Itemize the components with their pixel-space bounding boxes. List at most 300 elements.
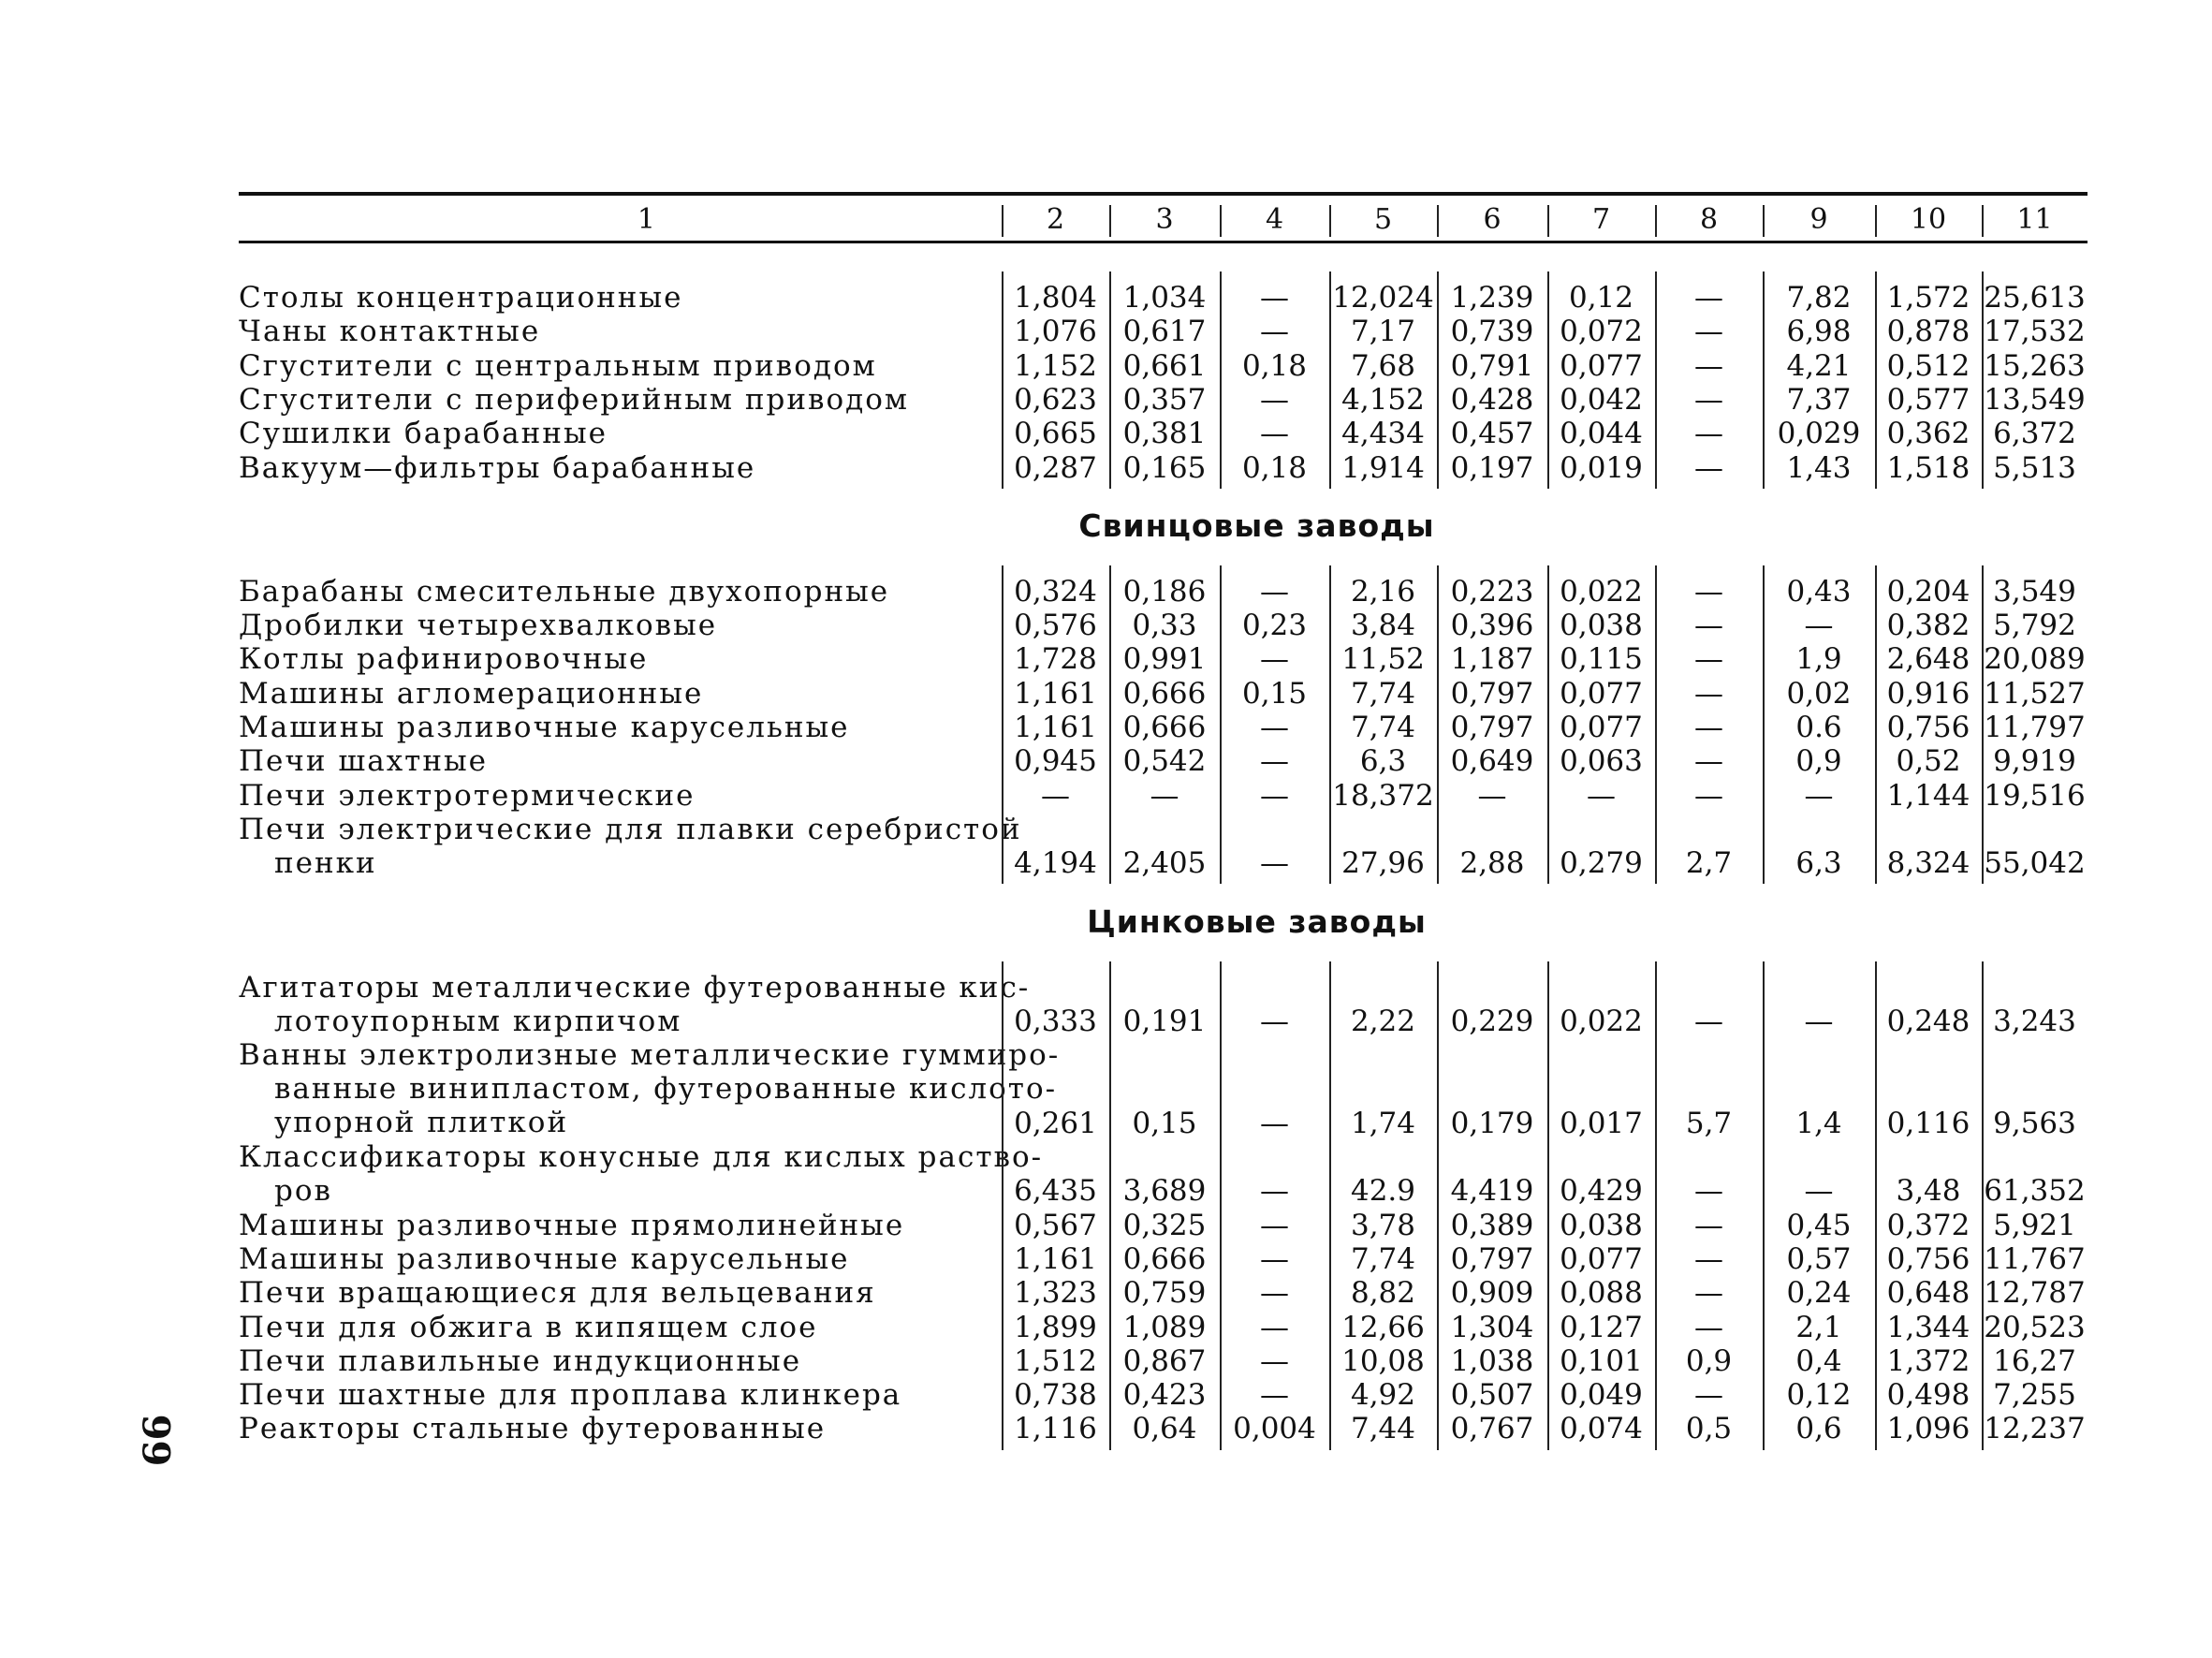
row-label xyxy=(239,1209,1002,1242)
column-header-4: 4 xyxy=(1265,203,1284,236)
table-row xyxy=(239,642,2087,676)
table-row xyxy=(239,383,2087,417)
cell-col-5: 8,82 xyxy=(1350,1276,1416,1311)
cell-col-8: 0,5 xyxy=(1685,1412,1733,1446)
cell-col-2: 0,324 xyxy=(1014,574,1097,609)
cell-col-2: 1,728 xyxy=(1014,642,1097,677)
cell-col-3: 0,617 xyxy=(1122,315,1207,349)
cell-col-9: 2,1 xyxy=(1795,1310,1842,1344)
cell-col-8: — xyxy=(1694,711,1723,744)
row-label-line: Сгустители с центральным приводом xyxy=(239,348,877,383)
column-header-3: 3 xyxy=(1155,203,1174,236)
cell-col-7: 0,429 xyxy=(1560,1174,1643,1209)
cell-col-4: — xyxy=(1260,642,1289,677)
column-header-7: 7 xyxy=(1591,203,1611,236)
cell-col-5: 7,17 xyxy=(1350,315,1416,349)
column-rule xyxy=(1875,565,1877,885)
cell-col-6: 0,389 xyxy=(1450,1208,1534,1242)
column-rule xyxy=(1109,271,1111,489)
cell-col-2: 1,161 xyxy=(1014,711,1097,744)
table-row xyxy=(239,609,2087,642)
cell-col-7: 0,077 xyxy=(1560,1241,1643,1276)
cell-col-11: 11,797 xyxy=(1984,711,2086,744)
cell-col-10: 0,498 xyxy=(1886,1378,1970,1413)
row-label xyxy=(239,1140,1044,1208)
page-number: 99 xyxy=(133,1414,178,1467)
cell-col-7: — xyxy=(1587,778,1616,813)
row-label-line: Вакуум—фильтры барабанные xyxy=(239,450,756,485)
table-row xyxy=(239,711,2087,744)
column-rule xyxy=(1875,961,1877,1450)
cell-col-3: 2,405 xyxy=(1122,846,1207,881)
cell-col-5: 42.9 xyxy=(1350,1174,1416,1209)
cell-col-10: 8,324 xyxy=(1886,846,1970,881)
cell-col-5: 18,372 xyxy=(1332,778,1434,813)
header-column-rule xyxy=(1547,205,1549,237)
cell-col-8: — xyxy=(1694,1174,1723,1209)
cell-col-2: 1,161 xyxy=(1014,1241,1097,1276)
cell-col-10: 1,518 xyxy=(1886,450,1970,485)
cell-col-8: — xyxy=(1694,315,1723,349)
header-column-rule xyxy=(1655,205,1657,237)
cell-col-4: — xyxy=(1260,574,1289,609)
cell-col-10: 0,512 xyxy=(1886,348,1970,383)
cell-col-7: 0,063 xyxy=(1560,744,1643,779)
cell-col-3: 0,661 xyxy=(1122,348,1207,383)
cell-col-8: — xyxy=(1694,574,1723,609)
row-label-line: ванные винипластом, футерованные кислото- xyxy=(274,1072,1058,1107)
cell-col-7: 0,049 xyxy=(1560,1378,1643,1413)
cell-col-2: — xyxy=(1041,778,1070,813)
row-label-line: Печи вращающиеся для вельцевания xyxy=(239,1276,876,1311)
header-column-rule xyxy=(1109,205,1111,237)
cell-col-3: 0,357 xyxy=(1122,382,1207,417)
cell-col-8: — xyxy=(1694,450,1723,485)
cell-col-5: 3,78 xyxy=(1350,1208,1416,1242)
table-row xyxy=(239,971,2087,1039)
cell-col-4: — xyxy=(1260,1241,1289,1276)
cell-col-4: — xyxy=(1260,1004,1289,1038)
cell-col-6: 0,457 xyxy=(1450,417,1534,451)
table-row xyxy=(239,1140,2087,1209)
cell-col-5: 12,024 xyxy=(1332,281,1434,315)
cell-col-8: 0,9 xyxy=(1685,1343,1733,1378)
cell-col-6: 0,797 xyxy=(1450,676,1534,711)
cell-col-10: 0,362 xyxy=(1886,417,1970,451)
cell-col-6: 0,791 xyxy=(1450,348,1534,383)
cell-col-2: 1,804 xyxy=(1014,281,1097,315)
cell-col-11: 55,042 xyxy=(1984,846,2086,881)
cell-col-11: 11,767 xyxy=(1984,1241,2086,1276)
cell-col-2: 0,576 xyxy=(1014,609,1097,643)
cell-col-5: 7,68 xyxy=(1350,348,1416,383)
cell-col-10: 1,572 xyxy=(1886,281,1970,315)
cell-col-2: 0,261 xyxy=(1014,1106,1097,1140)
row-label xyxy=(239,1276,1002,1310)
cell-col-10: 1,144 xyxy=(1886,778,1970,813)
row-label-line: упорной плиткой xyxy=(274,1106,569,1140)
cell-col-5: 27,96 xyxy=(1341,846,1425,881)
cell-col-6: 0,179 xyxy=(1450,1106,1534,1140)
cell-col-7: 0,019 xyxy=(1560,450,1643,485)
column-header-8: 8 xyxy=(1699,203,1719,236)
cell-col-10: 0,756 xyxy=(1886,711,1970,744)
cell-col-3: 0,191 xyxy=(1122,1004,1207,1038)
row-label xyxy=(239,281,1002,315)
cell-col-9: 1,43 xyxy=(1786,450,1852,485)
row-label xyxy=(239,1311,1002,1344)
table-row xyxy=(239,1344,2087,1378)
cell-col-8: — xyxy=(1694,1004,1723,1038)
cell-col-2: 0,738 xyxy=(1014,1378,1097,1413)
column-rule xyxy=(1220,565,1222,885)
table-row xyxy=(239,677,2087,711)
row-label xyxy=(239,677,1002,711)
cell-col-8: — xyxy=(1694,676,1723,711)
cell-col-7: 0,077 xyxy=(1560,348,1643,383)
cell-col-10: 3,48 xyxy=(1896,1174,1961,1209)
cell-col-8: — xyxy=(1694,1310,1723,1344)
row-label-line: Машины агломерационные xyxy=(239,676,704,711)
cell-col-3: 0,64 xyxy=(1132,1412,1197,1446)
cell-col-11: 6,372 xyxy=(1993,417,2076,451)
cell-col-3: 3,689 xyxy=(1122,1174,1207,1209)
cell-col-7: 0,022 xyxy=(1560,1004,1643,1038)
column-header-1: 1 xyxy=(637,203,655,236)
cell-col-5: 6,3 xyxy=(1359,744,1407,779)
cell-col-3: 0,867 xyxy=(1122,1343,1207,1378)
cell-col-2: 1,161 xyxy=(1014,676,1097,711)
cell-col-10: 2,648 xyxy=(1886,642,1970,677)
cell-col-9: — xyxy=(1804,778,1834,813)
table-row xyxy=(239,813,2087,881)
cell-col-3: 0,542 xyxy=(1122,744,1207,779)
table-row xyxy=(239,281,2087,315)
cell-col-7: 0,017 xyxy=(1560,1106,1643,1140)
row-label xyxy=(239,417,1002,450)
cell-col-10: 1,344 xyxy=(1886,1310,1970,1344)
cell-col-3: 0,15 xyxy=(1132,1106,1197,1140)
cell-col-6: — xyxy=(1477,778,1507,813)
row-label-line: Сгустители с периферийным приводом xyxy=(239,382,910,417)
table-row xyxy=(239,349,2087,383)
cell-col-9: 7,37 xyxy=(1786,382,1852,417)
table-row xyxy=(239,1242,2087,1276)
row-label-line: Ванны электролизные металлические гуммиро- xyxy=(239,1038,1061,1073)
cell-col-8: — xyxy=(1694,1208,1723,1242)
cell-col-2: 1,152 xyxy=(1014,348,1097,383)
cell-col-10: 0,878 xyxy=(1886,315,1970,349)
header-column-rule xyxy=(1763,205,1765,237)
cell-col-9: — xyxy=(1804,609,1834,643)
column-rule xyxy=(1763,961,1765,1450)
table-row xyxy=(239,417,2087,450)
row-label xyxy=(239,383,1002,417)
table-row xyxy=(239,451,2087,485)
row-label-line: ров xyxy=(274,1174,332,1208)
cell-col-6: 4,419 xyxy=(1450,1174,1534,1209)
cell-col-6: 0,197 xyxy=(1450,450,1534,485)
cell-col-7: 0,022 xyxy=(1560,574,1643,609)
column-rule xyxy=(1982,565,1984,885)
cell-col-4: 0,15 xyxy=(1241,676,1308,711)
row-label-line: Барабаны смесительные двухопорные xyxy=(239,574,890,609)
column-rule xyxy=(1547,271,1549,489)
cell-col-9: 0,57 xyxy=(1786,1241,1852,1276)
column-rule xyxy=(1002,565,1003,885)
cell-col-11: 11,527 xyxy=(1984,676,2086,711)
header-column-rule xyxy=(1002,205,1003,237)
cell-col-10: 0,248 xyxy=(1886,1004,1970,1038)
cell-col-9: 4,21 xyxy=(1786,348,1852,383)
cell-col-11: 5,921 xyxy=(1993,1208,2076,1242)
row-label-line: Машины разливочные карусельные xyxy=(239,1241,850,1276)
row-label-line: Классификаторы конусные для кислых раство- xyxy=(239,1140,1044,1174)
cell-col-2: 0,567 xyxy=(1014,1208,1097,1242)
cell-col-8: 5,7 xyxy=(1685,1106,1733,1140)
cell-col-4: — xyxy=(1260,1106,1289,1140)
cell-col-5: 1,914 xyxy=(1341,450,1425,485)
cell-col-6: 0,797 xyxy=(1450,711,1534,744)
cell-col-3: 0,381 xyxy=(1122,417,1207,451)
cell-col-9: — xyxy=(1804,1004,1834,1038)
cell-col-10: 1,372 xyxy=(1886,1343,1970,1378)
row-label-line: Реакторы стальные футерованные xyxy=(239,1412,827,1446)
cell-col-9: 1,9 xyxy=(1795,642,1842,677)
cell-col-11: 15,263 xyxy=(1984,348,2086,383)
column-rule xyxy=(1329,565,1331,885)
cell-col-3: 0,666 xyxy=(1122,711,1207,744)
cell-col-5: 11,52 xyxy=(1341,642,1425,677)
cell-col-10: 1,096 xyxy=(1886,1412,1970,1446)
cell-col-4: — xyxy=(1260,1208,1289,1242)
cell-col-6: 0,223 xyxy=(1450,574,1534,609)
cell-col-3: 0,666 xyxy=(1122,1241,1207,1276)
cell-col-3: 0,991 xyxy=(1122,642,1207,677)
row-label-line: Печи для обжига в кипящем слое xyxy=(239,1310,818,1344)
cell-col-2: 0,945 xyxy=(1014,744,1097,779)
cell-col-6: 0,507 xyxy=(1450,1378,1534,1413)
row-label xyxy=(239,711,1002,744)
cell-col-11: 7,255 xyxy=(1993,1378,2076,1413)
cell-col-6: 0,739 xyxy=(1450,315,1534,349)
cell-col-9: 7,82 xyxy=(1786,281,1852,315)
column-rule xyxy=(1220,271,1222,489)
cell-col-10: 0,382 xyxy=(1886,609,1970,643)
row-label xyxy=(239,744,1002,778)
cell-col-4: — xyxy=(1260,846,1289,881)
cell-col-7: 0,044 xyxy=(1560,417,1643,451)
cell-col-8: — xyxy=(1694,1378,1723,1413)
cell-col-9: 0,12 xyxy=(1786,1378,1852,1413)
cell-col-6: 0,428 xyxy=(1450,382,1534,417)
cell-col-9: 6,98 xyxy=(1786,315,1852,349)
cell-col-6: 1,187 xyxy=(1450,642,1534,677)
row-label xyxy=(239,1412,1002,1445)
cell-col-2: 0,623 xyxy=(1014,382,1097,417)
cell-col-6: 2,88 xyxy=(1459,846,1525,881)
cell-col-9: 0,6 xyxy=(1795,1412,1842,1446)
cell-col-11: 61,352 xyxy=(1984,1174,2086,1209)
row-label-line: Машины разливочные прямолинейные xyxy=(239,1208,905,1242)
column-header-6: 6 xyxy=(1483,203,1502,236)
table-row xyxy=(239,1276,2087,1310)
cell-col-7: 0,072 xyxy=(1560,315,1643,349)
cell-col-8: — xyxy=(1694,744,1723,779)
cell-col-4: — xyxy=(1260,281,1289,315)
cell-col-11: 19,516 xyxy=(1984,778,2086,813)
cell-col-8: — xyxy=(1694,382,1723,417)
row-label xyxy=(239,970,1031,1038)
cell-col-10: 0,577 xyxy=(1886,382,1970,417)
table-row xyxy=(239,315,2087,348)
cell-col-10: 0,648 xyxy=(1886,1276,1970,1311)
cell-col-3: 1,089 xyxy=(1122,1310,1207,1344)
cell-col-3: — xyxy=(1150,778,1179,813)
section-title: Свинцовые заводы xyxy=(1078,506,1435,544)
cell-col-2: 6,435 xyxy=(1014,1174,1097,1209)
cell-col-6: 0,229 xyxy=(1450,1004,1534,1038)
column-rule xyxy=(1982,271,1984,489)
row-label xyxy=(239,1378,1002,1412)
header-column-rule xyxy=(1875,205,1877,237)
cell-col-7: 0,12 xyxy=(1568,281,1634,315)
cell-col-2: 1,512 xyxy=(1014,1343,1097,1378)
column-rule xyxy=(1002,271,1003,489)
cell-col-11: 16,27 xyxy=(1993,1343,2076,1378)
column-rule xyxy=(1002,961,1003,1450)
table-row xyxy=(239,744,2087,778)
cell-col-8: — xyxy=(1694,1276,1723,1311)
row-label-line: лотоупорным кирпичом xyxy=(274,1004,682,1038)
row-label-line: Печи электрические для плавки серебристой xyxy=(239,812,1022,846)
column-rule xyxy=(1547,565,1549,885)
cell-col-9: 0,029 xyxy=(1777,417,1861,451)
table-row xyxy=(239,1209,2087,1242)
cell-col-5: 7,74 xyxy=(1350,711,1416,744)
cell-col-8: — xyxy=(1694,778,1723,813)
column-rule xyxy=(1982,961,1984,1450)
column-rule xyxy=(1763,271,1765,489)
column-rule xyxy=(1109,961,1111,1450)
cell-col-7: 0,279 xyxy=(1560,846,1643,881)
table-header-row xyxy=(239,201,2087,239)
cell-col-10: 0,916 xyxy=(1886,676,1970,711)
cell-col-11: 12,237 xyxy=(1984,1412,2086,1446)
column-rule xyxy=(1763,565,1765,885)
cell-col-2: 0,665 xyxy=(1014,417,1097,451)
row-label xyxy=(239,1242,1002,1276)
column-rule xyxy=(1329,271,1331,489)
cell-col-8: — xyxy=(1694,642,1723,677)
cell-col-8: — xyxy=(1694,609,1723,643)
cell-col-3: 0,666 xyxy=(1122,676,1207,711)
row-label-line: Чаны контактные xyxy=(239,315,541,349)
cell-col-5: 12,66 xyxy=(1341,1310,1425,1344)
cell-col-2: 0,287 xyxy=(1014,450,1097,485)
row-label xyxy=(239,609,1002,642)
column-rule xyxy=(1437,271,1439,489)
cell-col-11: 9,919 xyxy=(1993,744,2076,779)
row-label xyxy=(239,315,1002,348)
cell-col-6: 0,767 xyxy=(1450,1412,1534,1446)
row-label-line: Котлы рафинировочные xyxy=(239,642,649,677)
cell-col-7: 0,101 xyxy=(1560,1343,1643,1378)
cell-col-6: 0,649 xyxy=(1450,744,1534,779)
cell-col-4: 0,18 xyxy=(1241,450,1308,485)
column-header-9: 9 xyxy=(1809,203,1828,236)
cell-col-11: 25,613 xyxy=(1984,281,2086,315)
cell-col-4: — xyxy=(1260,711,1289,744)
row-label-line: Машины разливочные карусельные xyxy=(239,711,850,744)
column-rule xyxy=(1437,565,1439,885)
cell-col-6: 1,304 xyxy=(1450,1310,1534,1344)
cell-col-8: 2,7 xyxy=(1685,846,1733,881)
cell-col-11: 17,532 xyxy=(1984,315,2086,349)
table-row xyxy=(239,779,2087,813)
cell-col-2: 1,116 xyxy=(1014,1412,1097,1446)
row-label-line: Печи электротермические xyxy=(239,778,696,813)
cell-col-7: 0,115 xyxy=(1560,642,1643,677)
cell-col-11: 9,563 xyxy=(1993,1106,2076,1140)
cell-col-8: — xyxy=(1694,348,1723,383)
row-label-line: Столы концентрационные xyxy=(239,281,683,315)
row-label xyxy=(239,575,1002,609)
cell-col-6: 0,396 xyxy=(1450,609,1534,643)
cell-col-4: — xyxy=(1260,382,1289,417)
cell-col-2: 4,194 xyxy=(1014,846,1097,881)
header-column-rule xyxy=(1437,205,1439,237)
cell-col-11: 12,787 xyxy=(1984,1276,2086,1311)
cell-col-10: 0,204 xyxy=(1886,574,1970,609)
column-rule xyxy=(1547,961,1549,1450)
cell-col-4: — xyxy=(1260,1378,1289,1413)
cell-col-4: — xyxy=(1260,315,1289,349)
cell-col-9: 0,4 xyxy=(1795,1343,1842,1378)
column-header-2: 2 xyxy=(1046,203,1065,236)
cell-col-8: — xyxy=(1694,281,1723,315)
cell-col-4: — xyxy=(1260,1310,1289,1344)
cell-col-7: 0,077 xyxy=(1560,676,1643,711)
row-label-line: Печи плавильные индукционные xyxy=(239,1343,802,1378)
row-label-line: Сушилки барабанные xyxy=(239,417,608,451)
row-label xyxy=(239,1344,1002,1378)
table-header-rule xyxy=(239,241,2087,243)
cell-col-5: 3,84 xyxy=(1350,609,1416,643)
cell-col-10: 0,372 xyxy=(1886,1208,1970,1242)
cell-col-9: — xyxy=(1804,1174,1834,1209)
cell-col-4: — xyxy=(1260,744,1289,779)
table-row xyxy=(239,1311,2087,1344)
table-row xyxy=(239,1412,2087,1445)
cell-col-4: 0,004 xyxy=(1233,1412,1316,1446)
cell-col-2: 1,899 xyxy=(1014,1310,1097,1344)
cell-col-5: 7,74 xyxy=(1350,676,1416,711)
cell-col-11: 5,513 xyxy=(1993,450,2076,485)
cell-col-7: 0,042 xyxy=(1560,382,1643,417)
row-label-line: Печи шахтные xyxy=(239,744,489,779)
cell-col-4: — xyxy=(1260,1174,1289,1209)
cell-col-9: 6,3 xyxy=(1795,846,1842,881)
cell-col-4: — xyxy=(1260,417,1289,451)
row-label xyxy=(239,779,1002,813)
cell-col-11: 3,549 xyxy=(1993,574,2076,609)
cell-col-2: 1,323 xyxy=(1014,1276,1097,1311)
table-row xyxy=(239,1038,2087,1140)
section-title: Цинковые заводы xyxy=(1087,902,1427,940)
cell-col-9: 1,4 xyxy=(1795,1106,1842,1140)
cell-col-11: 5,792 xyxy=(1993,609,2076,643)
